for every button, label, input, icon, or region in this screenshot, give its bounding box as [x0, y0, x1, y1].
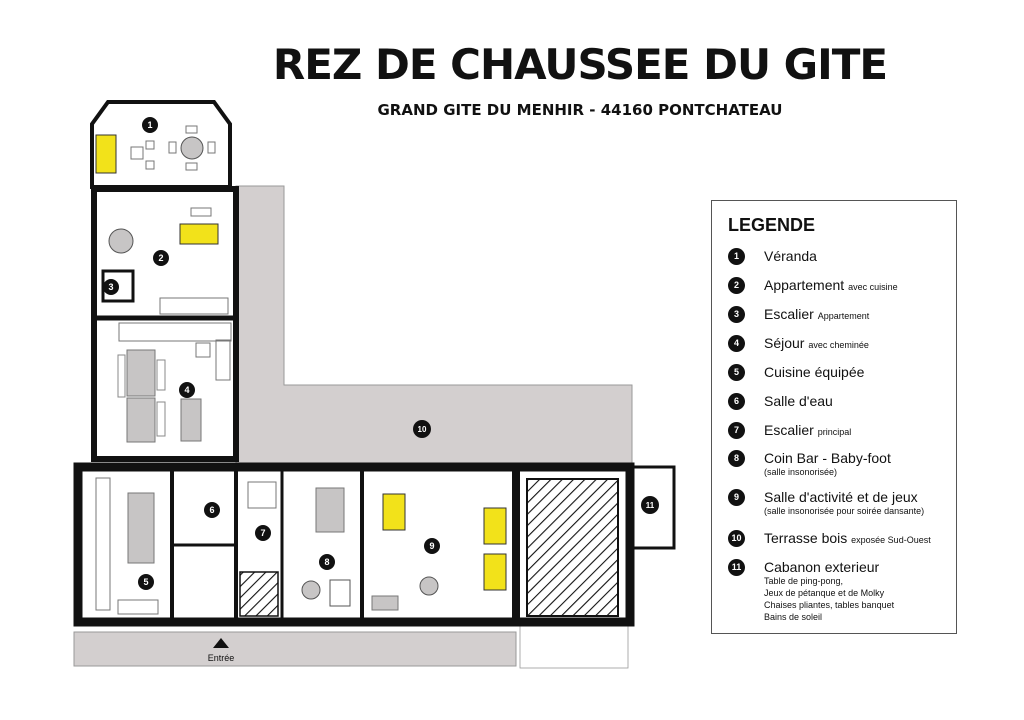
legend-label: Cuisine équipée: [764, 364, 865, 380]
bar-counter: [316, 488, 344, 532]
apartment-table: [109, 229, 133, 253]
legend-number: 4: [728, 335, 745, 352]
legend-label: Appartement: [764, 277, 845, 293]
marker-3-label: 3: [108, 282, 114, 292]
legend-label: Séjour: [764, 335, 805, 351]
legend-label: Salle d'activité et de jeux: [764, 489, 918, 505]
babyfoot-table: [330, 580, 350, 606]
legend-number: 2: [728, 277, 745, 294]
stair-hatch: [240, 572, 278, 616]
legend-note: (salle insonorisée pour soirée dansante): [764, 506, 925, 516]
legend-number: 6: [728, 393, 745, 410]
living-table-2: [127, 398, 155, 442]
legend-note: Table de ping-pong,: [764, 576, 844, 586]
porch-step: [520, 622, 628, 668]
marker-2-label: 2: [158, 253, 164, 263]
terrace-deck: [236, 186, 632, 465]
marker-7-label: 7: [260, 528, 266, 538]
legend-label: Terrasse bois: [764, 530, 848, 546]
legend-sublabel: exposée Sud-Ouest: [851, 535, 931, 545]
legend-sublabel: principal: [817, 427, 852, 437]
living-table-1: [127, 350, 155, 396]
legend-sublabel: avec cuisine: [848, 282, 898, 292]
page-subtitle: GRAND GITE DU MENHIR - 44160 PONTCHATEAU: [377, 101, 783, 119]
legend-label: Coin Bar - Baby-foot: [764, 450, 891, 466]
game-room-sofa-1: [383, 494, 405, 530]
legend-number: 9: [728, 489, 745, 506]
legend-note: Chaises pliantes, tables banquet: [764, 600, 895, 610]
legend-label: Salle d'eau: [764, 393, 833, 409]
entrance-walkway: [74, 632, 516, 666]
legend-number: 3: [728, 306, 745, 323]
legend-note: Jeux de pétanque et de Molky: [764, 588, 885, 598]
marker-9-label: 9: [429, 541, 435, 551]
veranda-sofa: [96, 135, 116, 173]
game-room-sofa-2: [484, 508, 506, 544]
legend-sublabel: avec cheminée: [808, 340, 869, 350]
marker-5-label: 5: [143, 577, 149, 587]
marker-8-label: 8: [324, 557, 330, 567]
legend-title: LEGENDE: [728, 215, 816, 235]
page-title: REZ DE CHAUSSEE DU GITE: [272, 40, 888, 89]
entrance-label: Entrée: [207, 653, 235, 663]
legend-label: Escalier: [764, 422, 814, 438]
legend-label: Escalier: [764, 306, 814, 322]
legend-label: Véranda: [764, 248, 817, 264]
legend-label: Cabanon exterieur: [764, 559, 880, 575]
marker-1-label: 1: [147, 120, 153, 130]
legend-panel: [711, 200, 957, 634]
game-room-sofa-3: [484, 554, 506, 590]
marker-11-label: 11: [645, 501, 655, 510]
kitchen-table: [128, 493, 154, 563]
legend-number: 1: [728, 248, 745, 265]
legend-number: 10: [728, 530, 745, 547]
legend-note: (salle insonorisée): [764, 467, 838, 477]
marker-4-label: 4: [184, 385, 190, 395]
legend-number: 7: [728, 422, 745, 439]
legend-sublabel: Appartement: [817, 311, 870, 321]
apartment-sofa: [180, 224, 218, 244]
legend-note: Bains de soleil: [764, 612, 823, 622]
marker-10-label: 10: [417, 425, 427, 434]
marker-6-label: 6: [209, 505, 215, 515]
legend-number: 5: [728, 364, 745, 381]
legend-number: 11: [728, 559, 745, 576]
legend-number: 8: [728, 450, 745, 467]
veranda-table: [181, 137, 203, 159]
storage-hatch: [527, 479, 618, 616]
